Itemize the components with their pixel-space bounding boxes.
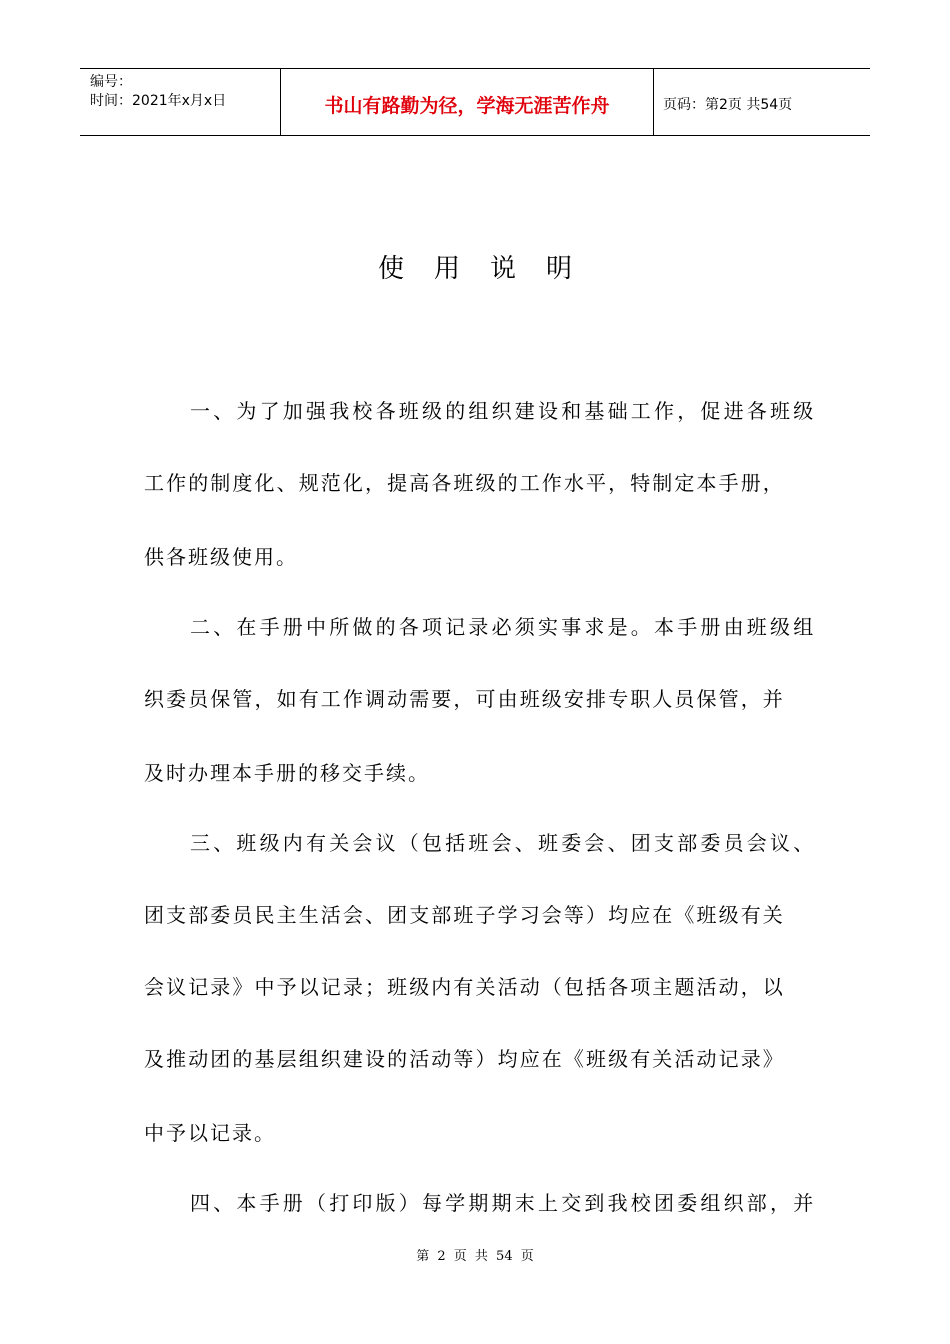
header-motto: 书山有路勤为径，学海无涯苦作舟 (281, 69, 654, 135)
header-meta (80, 69, 281, 135)
paragraph-3-line-4: 及推动团的基层组织建设的活动等）均应在《班级有关活动记录》 (144, 1047, 785, 1071)
paragraph-3-line-2: 团支部委员民主生活会、团支部班子学习会等）均应在《班级有关 (144, 903, 785, 927)
page-footer: 第 2 页 共 54 页 (416, 1249, 534, 1264)
paragraph-2-line-2: 织委员保管，如有工作调动需要，可由班级安排专职人员保管，并 (144, 687, 785, 711)
header-page-info: 页码：第2页 共54页 (663, 97, 793, 113)
paragraph-4-line-1: 四、本手册（打印版）每学期期末上交到我校团委组织部，并 (190, 1191, 817, 1215)
paragraph-1-line-1: 一、为了加强我校各班级的组织建设和基础工作，促进各班级 (190, 399, 817, 423)
paragraph-3-line-1: 三、班级内有关会议（包括班会、班委会、团支部委员会议、 (190, 831, 817, 855)
page-header (80, 68, 870, 136)
date-label: 时间：2021年x月x日 (90, 93, 227, 109)
paragraph-2-line-1: 二、在手册中所做的各项记录必须实事求是。本手册由班级组 (190, 615, 817, 639)
paragraph-1-line-2: 工作的制度化、规范化，提高各班级的工作水平，特制定本手册， (144, 471, 785, 495)
paragraph-3-line-3: 会议记录》中予以记录；班级内有关活动（包括各项主题活动，以 (144, 975, 785, 999)
number-label: 编号： (90, 74, 132, 90)
page-title: 使用说明 (377, 254, 602, 284)
paragraph-2-line-3: 及时办理本手册的移交手续。 (144, 761, 430, 785)
paragraph-3-line-5: 中予以记录。 (144, 1121, 276, 1145)
paragraph-1-line-3: 供各班级使用。 (144, 545, 298, 569)
